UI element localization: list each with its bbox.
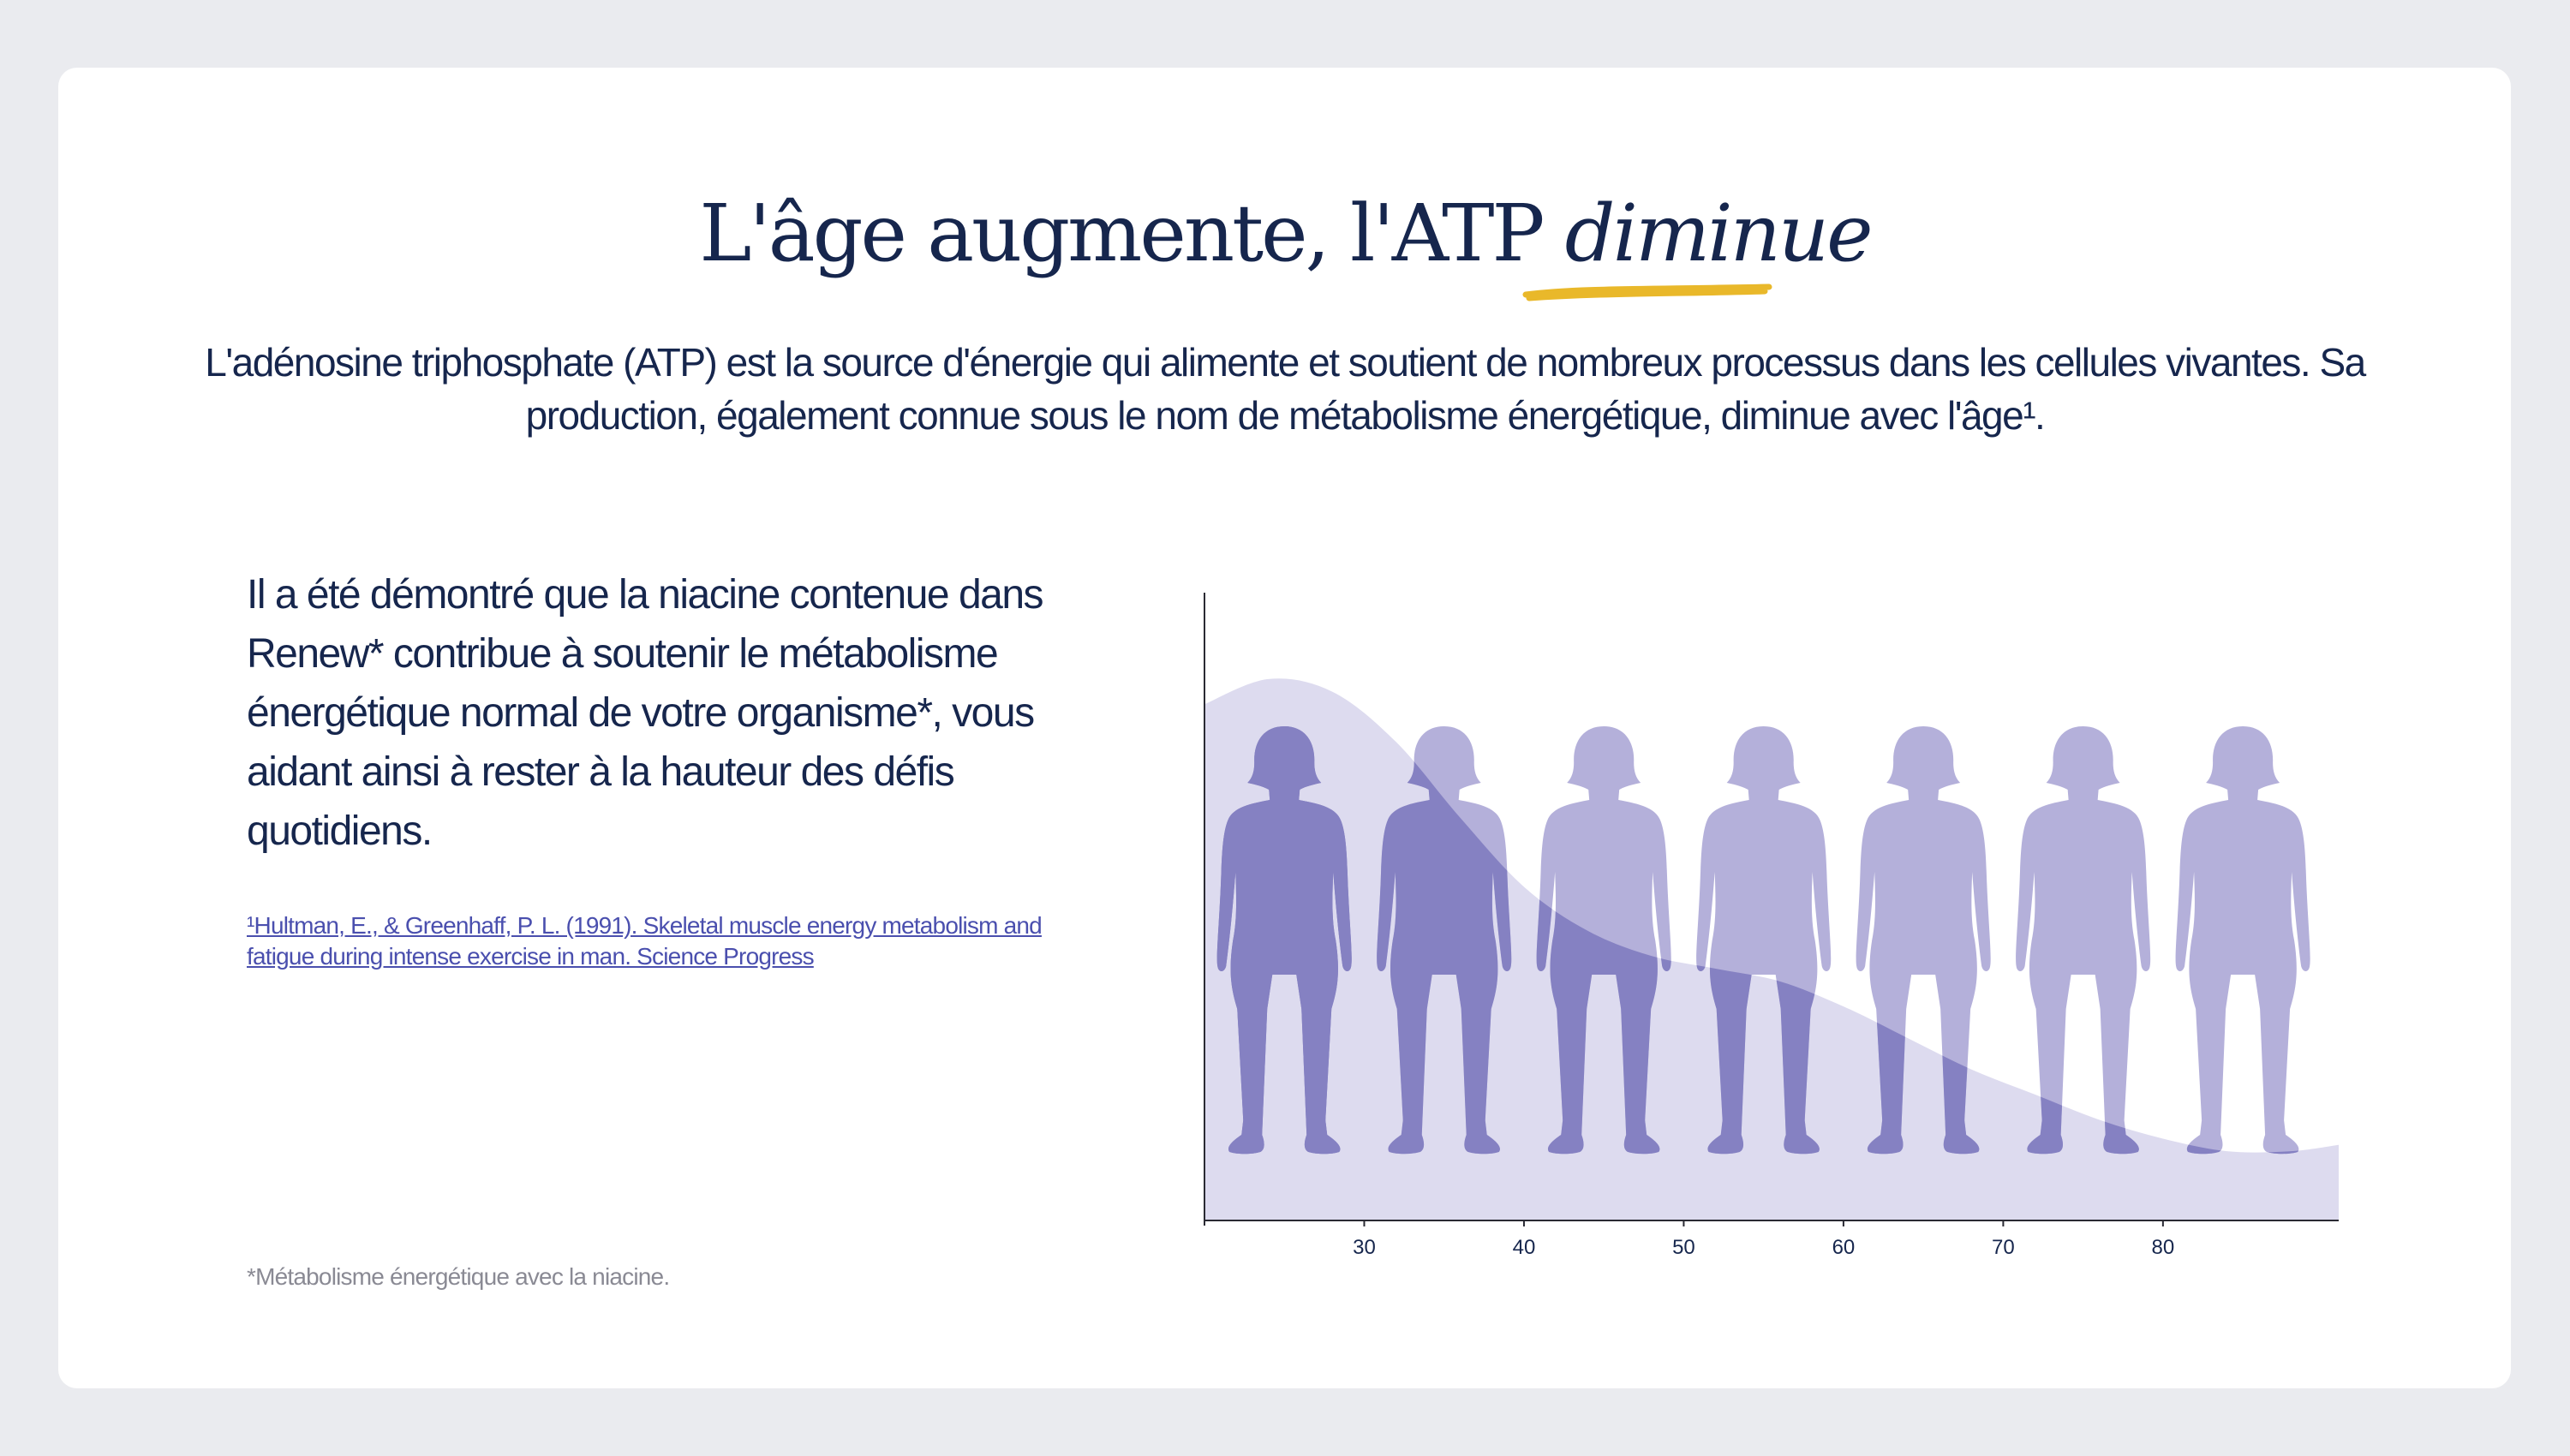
footnote: *Métabolisme énergétique avec la niacine. <box>247 1263 670 1290</box>
title-emphasis: diminue <box>1564 188 1871 279</box>
figure-light-75-icon <box>2016 726 2150 1154</box>
reference-link[interactable]: ¹Hultman, E., & Greenhaff, P. L. (1991). Skeletal muscle energy metabolism and fatigue during intense exercise in man. Science Progress <box>247 912 1042 970</box>
x-tick-label-70: 70 <box>1992 1236 2015 1259</box>
title-main: L'âge augmente, l'ATP <box>699 188 1543 279</box>
x-tick-label-40: 40 <box>1512 1236 1536 1259</box>
body-paragraph: Il a été démontré que la niacine contenue dans Renew* contribue à soutenir le métabolisme énergétique normal de votre organisme*, vous aidant ainsi à rester à la hauteur des défis quotidiens. <box>247 572 1043 854</box>
figure-light-85-icon <box>2176 726 2310 1154</box>
intro-paragraph: L'adénosine triphosphate (ATP) est la source d'énergie qui alimente et soutient de nombreux processus dans les cellules vivantes. Sa production, également connue sous le nom de métabolisme énergétique, diminue avec l'âge¹. <box>205 340 2365 438</box>
x-tick-label-60: 60 <box>1832 1236 1856 1259</box>
x-tick-label-30: 30 <box>1353 1236 1376 1259</box>
x-tick-label-80: 80 <box>2151 1236 2175 1259</box>
x-tick-label-50: 50 <box>1672 1236 1695 1259</box>
